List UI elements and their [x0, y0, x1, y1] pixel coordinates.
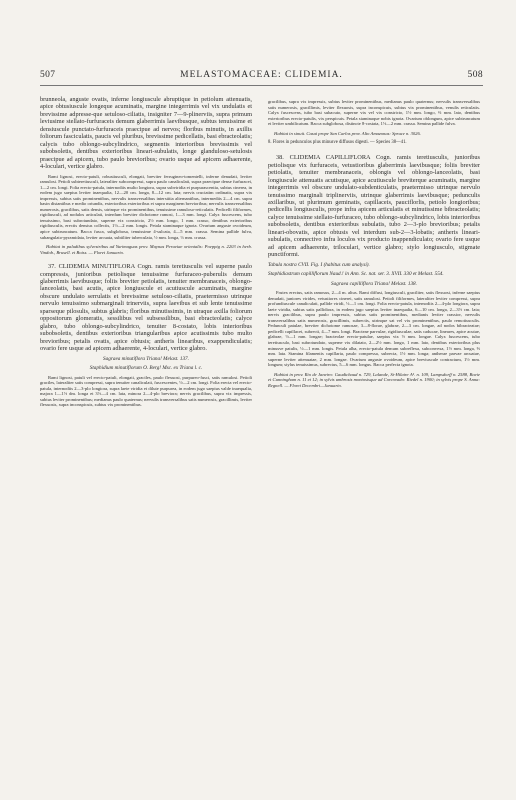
plate-reference: Tabula nostra CVII. Fig. I (habitus cum analysi). [268, 261, 370, 268]
description-text: Rami lignosi, erecto-patuli, robustiusculi, elongati, breviter ferrugineo-tomentelli, inferne denudati, leviter ramulosi. Petioli subteretiusculi, lateraliter subcompressi, supra paulo canaliculati, supra praecipue dense furfuracei, 1—2 cm. longi. Folia erecto-patula, internodiis multo longiora, supra subviridia et purpurascentia, subtus cinerea, in eodem jugo saepius leviter inaequalia, 12—20 cm. longa, 8—12 cm. lata; nervis cruciatim ordinatis, supra vix impressis, subtus satis prominentibus, nervulis transversalibus interstitia alternantibus, intermediis 2—4 cm. supra basin distantibus e medio oriundis, exterioribus exterioribus et supra marginem brevioribus; nervulis transversalibus numerosis, gracilibus, satis densis, utrinque vix prominentibus, tenuissime ramuloso-reticulatis. Pedicelli filiformes, rigidiusculi, ad nodulos articulati, interdum breviter dichotome ramosi, 1—3 mm. longi. Calyx fuscescens, tubo tenuissimo, basi subrotundato, superne vix constricto, 2½ mm. longo, 1 mm. crasso, dentibus exterioribus rigidiusculis, erectis densius collectis, 1½—2 mm. longis. Petala staminaque ignota. Ovarium anguste ovoideum, apice subtruncatum. Bacca fusca, subglobosa, tenuissime 4-sulcata, 4—5 mm. crassa. Semina pallide fulva, subangulato-pyramidata, leviter arcuata, subtiliter tuberculata, ½ mm. longa, ⅓ mm. crassa. [40, 173, 252, 240]
synonym-1: Sagraea minutiflora Triana! Melast. 137. [103, 355, 189, 362]
description-text-3: Frutex erectus, satis ramosus, 2—4 m. altus. Rami diffusi, longiusculi, graciliter, satis flexuosi, inferne saepius denudati, juniores virides, vetustiores cinerei, satis ramulosi. Petioli filiformes, lateraliter leviter compressi, supra profundiuscule canaliculati, pallide viridi, ½—1 cm. longi. Folia erecto-patula, internodiis 2—4-plo longiora, supra laete viridia, subtus satis pallidiora, in eodem jugo saepius leviter inaequalia, 6—10 cm. longa, 2—3½ cm. lata; nervis gracilibus, supra paulo impressis, subtus satis prominentibus, medianis leviter crassior, nervulis transversalibus satis numerosis, gracillimis, subrectis, utrinque sat vel vix prominentibus, paulo remotiusculis. Pedunculi patulae, breviter dichotome ramosae, 3—8-florae, glabrae, 2—3 cm. longae, ad nodos bibracteatae; pedicelli capillacei, subrecti, 4—7 mm. longi. Bracteae parvulae, rigidiusculae, satis caducae, lineares, apice acutae, glabrae, ½—1 mm. longae; bracteolae erecto-patulae, saepius vix ½ mm. longae. Calyx fuscescens, tubo teretiusculo, basi subrotundato, superne vix dilatato, 2—2½ mm. longo, 1 mm. lato, dentibus exterioribus plus minusve patulis, ½—1 mm. longis. Petala alba, erecto-patula demum subreflexa, subconvexa, 1½ mm. longa, ⅔ mm. lata. Stamina filamentis capillaria, paulo compressa, subrecta, 1½ mm. longa; antherae parvae arcuatae, superne leviter attenuatae, 2 mm. longae. Ovarium anguste ovoideum, apice breviuscule contractum, 1½ mm. longum; stylus tenuissimus, subrectus, 5—6 mm. longus. Bacca perfecta ignota. [268, 290, 480, 368]
running-header [40, 70, 483, 82]
habitat-text: Habitat in paludibus sylvestribus ad Yurimaguas prov. Maynas Peruviae orientalis: Poeppig n. 2203 in herb. Vindob., Brusell. et Boiss. — Floret Januario. [40, 244, 252, 255]
habitat-text-2: Habitat in sinuit. Casai prope San Carlos prov. Alto Amazonas: Spruce n. 3026. [274, 130, 421, 136]
species-37-diagnosis: 37. CLIDEMIA MINUTIFLORA Cogn. ramis teretiusculis vel superne paulo compressis, junioribus petiolisque tenuissime furfuraceo-puberulis demum glaberrimis laevibusque; foliis breviter petiolatis, tenuiter membranaceis, oblongo-lanceolatis, basi acutis, apice longiuscule et acutiuscule acuminatis, margine obscure undulato serrulatis et brevissime setuloso-ciliatis, praetermisso utrinque nervulo tenuissimo submarginali trinerviis, supra laevibus et sub lente tenuissime sparseque pilosulis, subtus glabris; floribus minutissimis, in utraque axilla foliorum oppositorum glomeratis, sessilibus vel subsessilibus, basi ebracteolatis; calyce glabro, tubo oblongo-subcylindrico, tenuiter 8-costato, lobis interioribus subobsoletis, dentibus exterioribus triangularibus apice acutissimis tubo multo brevioribus; petalis ovatis, apice obtusis; antheris linearibus, exappendiculatis; ovario fere usque ad apicem adhaerente, 4-loculari, vertice glabro. [40, 263, 252, 353]
section-note: 8. Flores in pedunculos plus minusve diffusos digesti. — Species 38—41. [268, 140, 407, 146]
left-column [40, 96, 252, 408]
page-number-left: 507 [40, 70, 56, 80]
running-title: MELASTOMACEAE: CLIDEMIA. [180, 70, 343, 80]
page-number-right: 508 [467, 70, 483, 80]
synonym-3: Staphidiastrum capilliflorum Naud.! in Ann. Sc. nat. ser. 3. XVII. 330 et Melast. 554. [268, 271, 444, 278]
species-38-diagnosis: 38. CLIDEMIA CAPILLIFLORA Cogn. ramis teretiusculis, junioribus petiolisque vix furfuraceis, vetustioribus glaberrimis laevibusque; foliis breviter petiolatis, tenuiter membranaceis, oblongis vel oblongo-lanceolatis, basi longiuscule attenuatis acutisque, apice acutiuscule breviterque acuminatis, margine integerrimis vel obscure undulato-subdenticulatis, praetermisso utrinque nervulo tenuissimo marginali triplinerviis, utrinque glaberrimis laevibusque; pedunculis axillaribus, ut plurimum geminatis, capillaceis, pauciflorlis, petiolo longioribus; pedicellis longiusculis, prope infra apicem articulatis et minutissime bibracteolatis; calyce tenuissime stellato-furfuraceo, tubo oblongo-subcylindrico, lobis interioribus subobsoletis, dentibus exterioribus subulatis, tubo 2—3-plo brevioribus; petalis lineari-obovatis, apice obtusis vel interdum sub-2—3-lobatis; antheris lineari-subulatis, connectivo infra loculos vix producto inappendiculato; ovario fere usque ad apicem adhaerente, triloculari, vertice glabro; stylo longiusculo, stigmate punctiformi. [268, 154, 480, 259]
description-text-2: Rami lignosi, patuli vel erecto-patuli, elongati, graciles, paulo flexuosi, purpureo-fusci, satis ramulosi. Petioli graciles, lateraliter satis compressi, supra tenuiter canaliculati, fuscescentes, ½—2 cm. longi. Folia erecta vel erecto-patula, internodiis 2—3-plo longiora, supra laete viridia et dilute purpurea, in eodem jugo saepius valde inaequalia, majora 1—1½ dm. longa et 3½—4 cm. lata, minora 2—4-plo breviora; nervis gracilibus, supra vix impressis, subtus leviter prominentibus; medianus paulo quaternus; nervulis transversalibus satis numerosis, gracillimis, leviter flexuosis, supra inconspicuis, subtus vix prominentibus. [40, 374, 252, 408]
right-column [268, 96, 480, 388]
habitat-text-3: Habitat in prov. Rio de Janeiro: Gaudichaud n. 729, Lalande, St-Hilaire A². n. 109, Lampsdorff n. 2588, Boeie et Cunningham n. 11 et 12; in sylvis umbrosis montosisque ad Corcovado: Riedel n. 1900; in sylvis prope S. Anna: Regnell. — Floret Decembri—Januario. [268, 371, 480, 388]
diagnosis-text: brunneola, anguste ovatis, inferne longiuscule abruptique in petiolum attenuatis, apice obtusiuscule longeque acuminatis, margine integerrimis vel vix undulatis et brevissime adpresse-que setuloso-ciliatis, insigniter 7—9-plinerviis, supra primum leviusime stellato-furfuraceis demum glaberrimis laevibusque, subtus tenuissime et densiuscule punctato-furfuraceis praecipue ad nervos; floribus minutis, in axillis foliorum fasciculatis, paucis vel pluribus, brevissime pedicellatis, basi ebracteolatis; calycis tubo oblongo-subcylindrico, segmentis interioribus brevissimis vel subobsoletis, dentibus exterioribus lineari-subulatis, longe glanduloso-setulosis praecipue ad apicem, tubo paulo brevioribus; ovario usque ad apicem adhaerente, 4-loculari, vertice glabro. [40, 96, 252, 171]
synonym-2: Staphidium minutiflorum O. Berg! Msc. ex Triana l. c. [89, 365, 203, 372]
description-continued: gracilibus, supra vix impressis, subtus leviter prominentibus, medianus paulo quaternus; nervulis transversalibus satis numerosis, gracillimis, leviter flexuosis, supra inconspicuis, subtus vix prominentibus, venulis reticulatis. Calyx fuscescens, tubo basi subacuto, superne vix vel vix constricto, 1½ mm. longo, ⅔ mm. lato, dentibus exterioribus erecto-patulis, vix perspicuis. Petala staminaque nobis ignota. Ovarium oblongum, apice subtruncatum et leviter umbilicatum. Bacca subglobosa, distincte 8-costata, 1½—2 mm. crassa. Semina pallide fulva. [268, 99, 480, 127]
header-rule [40, 85, 483, 86]
synonym-4: Sagraea capilliflora Triana! Melast. 138. [331, 280, 417, 287]
